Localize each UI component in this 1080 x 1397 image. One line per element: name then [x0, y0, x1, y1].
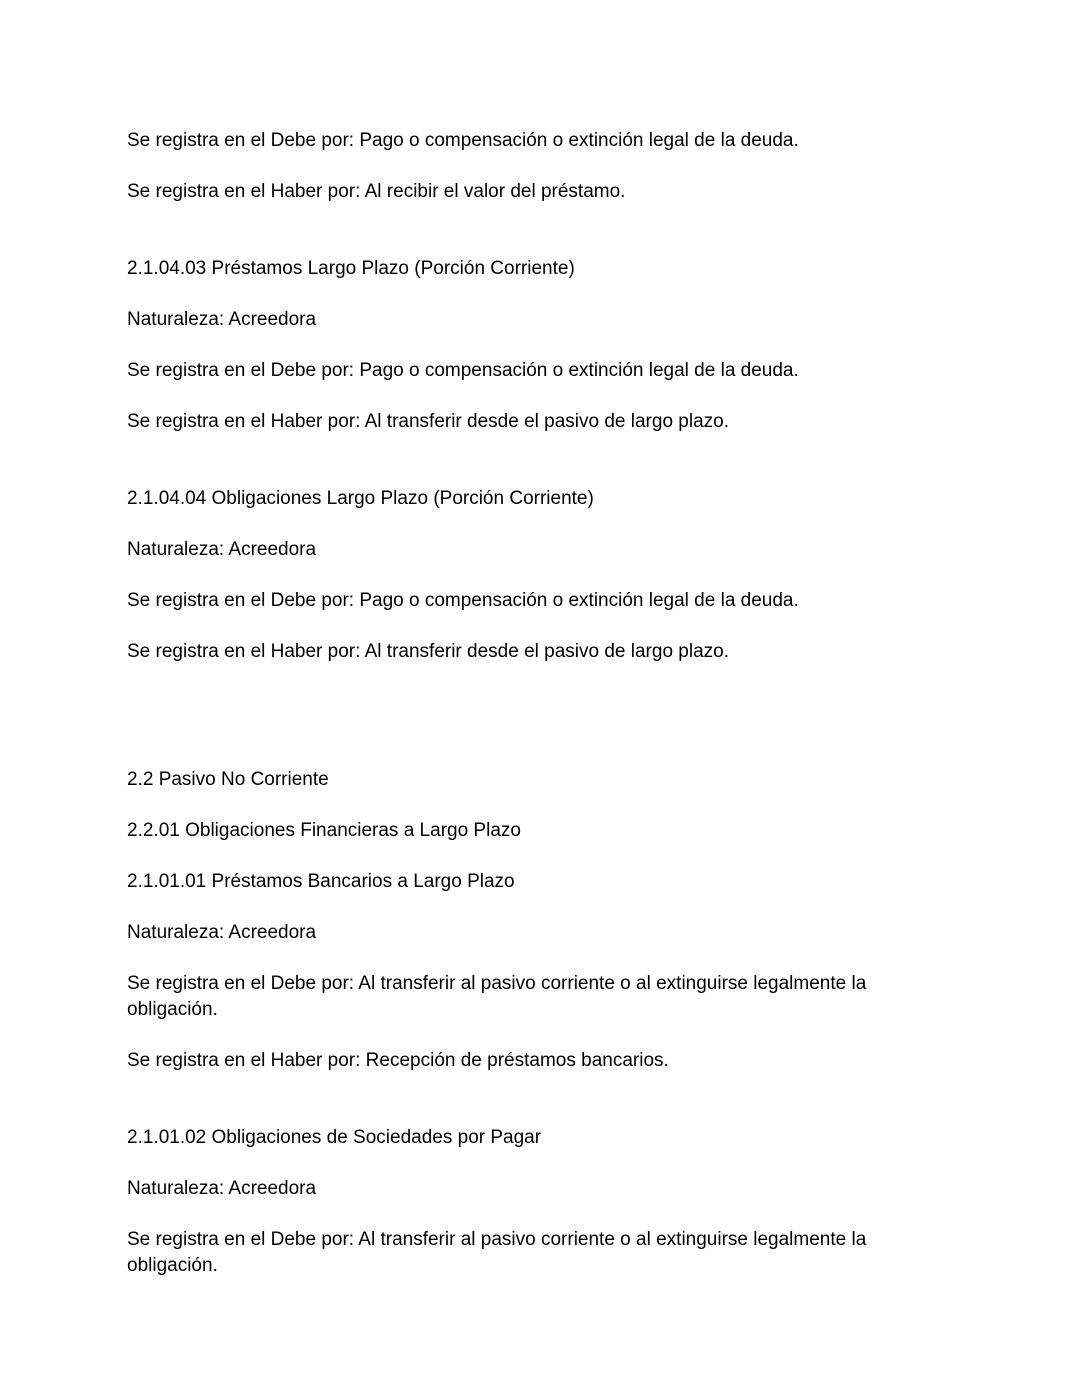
paragraph-haber-recepcion: Se registra en el Haber por: Recepción de préstamos bancarios.: [127, 1050, 669, 1071]
paragraph-debe-extincion: Se registra en el Debe por: Pago o compensación o extinción legal de la deuda.: [127, 360, 799, 381]
account-heading-2-1-04-04: 2.1.04.04 Obligaciones Largo Plazo (Porción Corriente): [127, 488, 594, 509]
paragraph-debe-extincion: Se registra en el Debe por: Pago o compensación o extinción legal de la deuda.: [127, 590, 799, 611]
paragraph-debe-transferir: Se registra en el Debe por: Al transferir al pasivo corriente o al extinguirse legalmente la obligación.: [127, 973, 867, 1020]
paragraph-debe-transferir: Se registra en el Debe por: Al transferir al pasivo corriente o al extinguirse legalmente la obligación.: [127, 1229, 867, 1276]
paragraph-naturaleza: Naturaleza: Acreedora: [127, 922, 317, 943]
section-heading-2-2: 2.2 Pasivo No Corriente: [127, 769, 329, 790]
paragraph-naturaleza: Naturaleza: Acreedora: [127, 1178, 317, 1199]
account-heading-2-1-01-01: 2.1.01.01 Préstamos Bancarios a Largo Plazo: [127, 871, 515, 892]
account-heading-2-1-04-03: 2.1.04.03 Préstamos Largo Plazo (Porción Corriente): [127, 258, 575, 279]
paragraph-haber-recibir: Se registra en el Haber por: Al recibir el valor del préstamo.: [127, 181, 626, 202]
paragraph-debe-extincion: Se registra en el Debe por: Pago o compensación o extinción legal de la deuda.: [127, 130, 799, 151]
paragraph-naturaleza: Naturaleza: Acreedora: [127, 539, 317, 560]
paragraph-haber-transferir: Se registra en el Haber por: Al transferir desde el pasivo de largo plazo.: [127, 411, 729, 432]
paragraph-naturaleza: Naturaleza: Acreedora: [127, 309, 317, 330]
paragraph-haber-transferir: Se registra en el Haber por: Al transferir desde el pasivo de largo plazo.: [127, 641, 729, 662]
section-heading-2-2-01: 2.2.01 Obligaciones Financieras a Largo Plazo: [127, 820, 521, 841]
account-heading-2-1-01-02: 2.1.01.02 Obligaciones de Sociedades por Pagar: [127, 1127, 542, 1148]
